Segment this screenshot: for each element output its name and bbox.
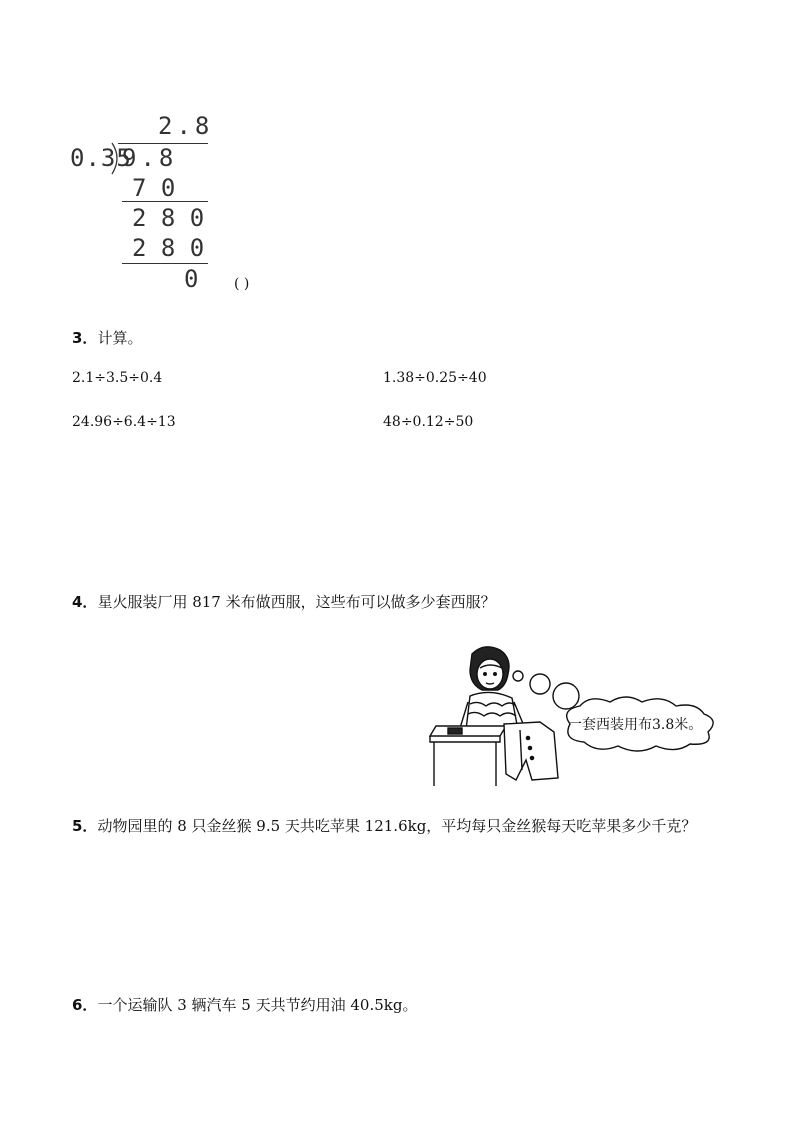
q6-text-block <box>72 994 417 1015</box>
division-dividend: 9.8 <box>122 144 178 172</box>
q6-number: 6． <box>72 996 98 1014</box>
division-divisor: 0.35 <box>70 144 132 172</box>
q4-number: 4． <box>72 593 98 611</box>
illustration <box>420 640 730 790</box>
q3-heading <box>72 327 142 348</box>
division-line-2 <box>122 263 208 264</box>
q5-number: 5． <box>72 817 98 835</box>
calc-item-2: 1.38÷0.25÷40 <box>383 370 487 386</box>
calc-item-3: 24.96÷6.4÷13 <box>72 414 176 430</box>
q3-number: 3． <box>72 329 98 347</box>
division-step-3: 2 8 0 <box>132 234 205 262</box>
calc-item-4: 48÷0.12÷50 <box>383 414 474 430</box>
answer-blank[interactable]: ( ) <box>234 276 250 292</box>
q4-text-block <box>72 591 496 612</box>
q5-text-block <box>72 815 696 836</box>
q4-text: 星火服装厂用 817 米布做西服，这些布可以做多少套西服？ <box>97 593 496 611</box>
division-line-1 <box>122 201 208 202</box>
division-quotient: 2.8 <box>158 112 214 140</box>
division-step-1: 7 0 <box>132 174 176 202</box>
q3-title: 计算。 <box>97 329 143 347</box>
q5-text: 动物园里的 8 只金丝猴 9.5 天共吃苹果 121.6kg，平均每只金丝猴每天吃苹果多少千克？ <box>97 817 697 835</box>
calc-item-1: 2.1÷3.5÷0.4 <box>72 370 163 386</box>
division-step-2: 2 8 0 <box>132 204 205 232</box>
division-remainder: 0 <box>184 265 203 293</box>
q6-text: 一个运输队 3 辆汽车 5 天共节约用油 40.5kg。 <box>97 996 418 1014</box>
thought-bubble-text: 一套西装用布3.8米。 <box>568 717 703 733</box>
